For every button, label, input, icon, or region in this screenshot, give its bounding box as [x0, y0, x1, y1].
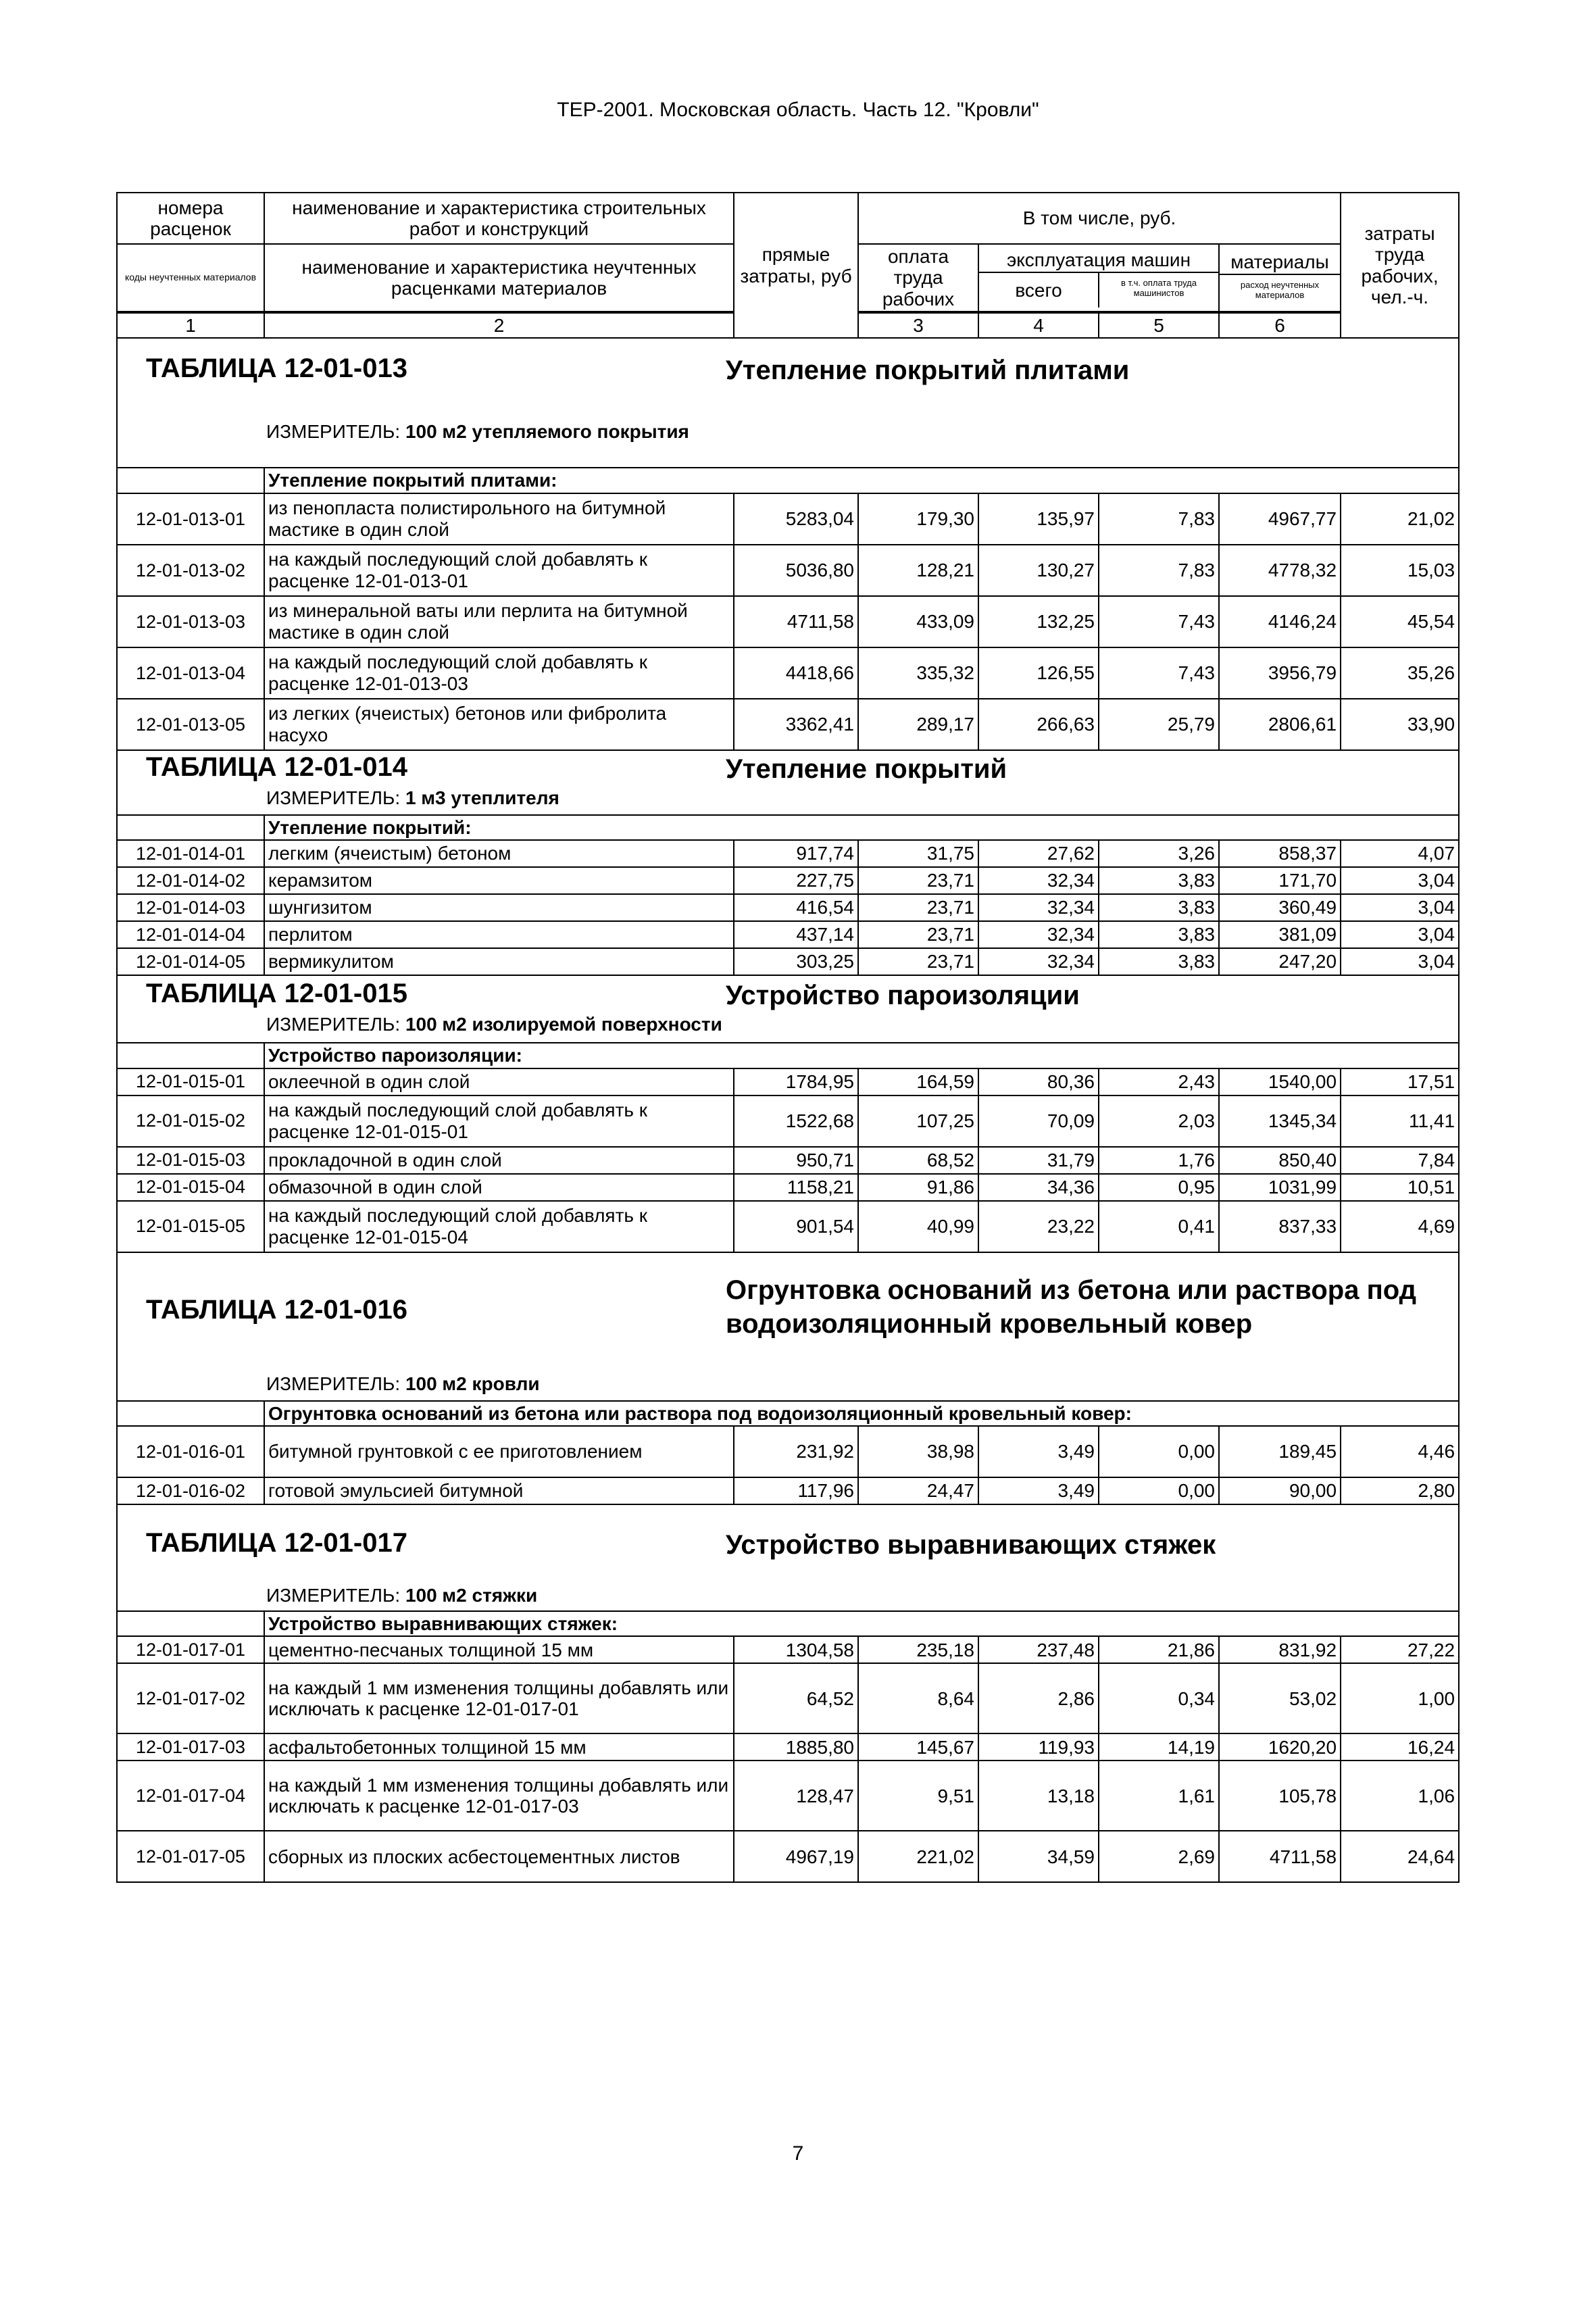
- work-name: на каждый последующий слой добавлять к расценке 12-01-015-04: [264, 1201, 734, 1252]
- machines-total-value: 32,34: [978, 894, 1099, 921]
- machinists-wages-value: 3,83: [1099, 867, 1219, 894]
- labor-hours-value: 7,84: [1341, 1147, 1459, 1174]
- labor-hours-value: 27,22: [1341, 1636, 1459, 1663]
- work-name: на каждый последующий слой добавлять к расценке 12-01-015-01: [264, 1096, 734, 1147]
- measurement-value: 100 м2 стяжки: [405, 1584, 538, 1606]
- table-section-heading: [117, 1504, 1459, 1611]
- machinists-wages-value: 3,83: [1099, 921, 1219, 948]
- machines-total-value: 132,25: [978, 596, 1099, 647]
- materials-value: 105,78: [1219, 1761, 1341, 1831]
- wages-value: 23,71: [858, 921, 978, 948]
- wages-value: 31,75: [858, 840, 978, 867]
- wages-value: 91,86: [858, 1174, 978, 1201]
- work-name: из минеральной ваты или перлита на битумной мастике в один слой: [264, 596, 734, 647]
- direct-costs-value: 4711,58: [734, 596, 858, 647]
- work-name: сборных из плоских асбестоцементных листов: [264, 1831, 734, 1882]
- table-row: [117, 699, 1459, 750]
- wages-value: 68,52: [858, 1147, 978, 1174]
- wages-value: 23,71: [858, 948, 978, 975]
- table-row: [117, 1426, 1459, 1477]
- page-number: 7: [792, 2142, 804, 2165]
- table-section-heading: [117, 1252, 1459, 1401]
- labor-hours-value: 4,46: [1341, 1426, 1459, 1477]
- materials-value: 1620,20: [1219, 1733, 1341, 1761]
- wages-value: 179,30: [858, 493, 978, 545]
- labor-hours-value: 3,04: [1341, 867, 1459, 894]
- wages-value: 335,32: [858, 647, 978, 699]
- work-name: на каждый последующий слой добавлять к расценке 12-01-013-03: [264, 647, 734, 699]
- col-header-unaccounted-materials: расход неучтенных материалов: [1240, 280, 1320, 300]
- table-row: [117, 867, 1459, 894]
- materials-value: 360,49: [1219, 894, 1341, 921]
- rate-code: 12-01-017-02: [117, 1663, 264, 1733]
- wages-value: 8,64: [858, 1663, 978, 1733]
- labor-hours-value: 17,51: [1341, 1068, 1459, 1096]
- table-title: Утепление покрытий: [726, 754, 1007, 784]
- materials-value: 53,02: [1219, 1663, 1341, 1733]
- labor-hours-value: 16,24: [1341, 1733, 1459, 1761]
- rate-code: 12-01-013-03: [117, 596, 264, 647]
- materials-value: 858,37: [1219, 840, 1341, 867]
- machines-total-value: 23,22: [978, 1201, 1099, 1252]
- machines-total-value: 27,62: [978, 840, 1099, 867]
- wages-value: 164,59: [858, 1068, 978, 1096]
- table-row: [117, 1147, 1459, 1174]
- work-name: обмазочной в один слой: [264, 1174, 734, 1201]
- direct-costs-value: 227,75: [734, 867, 858, 894]
- measurement-label: ИЗМЕРИТЕЛЬ:: [266, 1014, 401, 1035]
- table-row: [117, 1096, 1459, 1147]
- table-row: [117, 1733, 1459, 1761]
- col-number: 3: [858, 312, 978, 338]
- measurement-label: ИЗМЕРИТЕЛЬ:: [266, 1373, 401, 1394]
- table-row: [117, 596, 1459, 647]
- col-header-wages: оплата труда рабочих: [858, 244, 978, 312]
- direct-costs-value: 231,92: [734, 1426, 858, 1477]
- labor-hours-value: 3,04: [1341, 921, 1459, 948]
- col-header-materials-block: [1219, 244, 1341, 312]
- machinists-wages-value: 3,83: [1099, 894, 1219, 921]
- table-row: [117, 545, 1459, 596]
- col-number: 1: [117, 312, 264, 338]
- table-section-heading: [117, 750, 1459, 815]
- measurement-unit: [266, 787, 559, 808]
- table-row: [117, 921, 1459, 948]
- group-title: Огрунтовка оснований из бетона или раствора под водоизоляционный кровельный ковер:: [264, 1401, 1459, 1426]
- machinists-wages-value: 14,19: [1099, 1733, 1219, 1761]
- machinists-wages-value: 1,61: [1099, 1761, 1219, 1831]
- direct-costs-value: 1784,95: [734, 1068, 858, 1096]
- group-row-code-cell: [117, 1401, 264, 1426]
- machinists-wages-value: 7,83: [1099, 545, 1219, 596]
- machinists-wages-value: 7,43: [1099, 596, 1219, 647]
- machines-total-value: 13,18: [978, 1761, 1099, 1831]
- col-header-name: наименование и характеристика строительных работ и конструкций: [264, 193, 734, 244]
- rate-code: 12-01-015-04: [117, 1174, 264, 1201]
- machinists-wages-value: 1,76: [1099, 1147, 1219, 1174]
- machines-total-value: 32,34: [978, 867, 1099, 894]
- machines-total-value: 34,36: [978, 1174, 1099, 1201]
- direct-costs-value: 1304,58: [734, 1636, 858, 1663]
- col-header-machines-block: [978, 244, 1219, 312]
- materials-value: 1345,34: [1219, 1096, 1341, 1147]
- table-row: [117, 1477, 1459, 1504]
- work-name: из легких (ячеистых) бетонов или фибролита насухо: [264, 699, 734, 750]
- rate-code: 12-01-014-04: [117, 921, 264, 948]
- work-name: на каждый последующий слой добавлять к расценке 12-01-013-01: [264, 545, 734, 596]
- measurement-unit: [266, 1014, 722, 1035]
- table-title: Утепление покрытий плитами: [726, 355, 1130, 386]
- machines-total-value: 3,49: [978, 1477, 1099, 1504]
- work-name: шунгизитом: [264, 894, 734, 921]
- work-name: прокладочной в один слой: [264, 1147, 734, 1174]
- materials-value: 850,40: [1219, 1147, 1341, 1174]
- rate-code: 12-01-015-01: [117, 1068, 264, 1096]
- machinists-wages-value: 2,69: [1099, 1831, 1219, 1882]
- col-number: 4: [978, 312, 1099, 338]
- table-title: Устройство выравнивающих стяжек: [726, 1529, 1216, 1560]
- measurement-value: 1 м3 утеплителя: [405, 787, 559, 808]
- measurement-unit: [266, 421, 689, 442]
- work-name: битумной грунтовкой с ее приготовлением: [264, 1426, 734, 1477]
- direct-costs-value: 1158,21: [734, 1174, 858, 1201]
- machinists-wages-value: 0,34: [1099, 1663, 1219, 1733]
- direct-costs-value: 1885,80: [734, 1733, 858, 1761]
- labor-hours-value: 45,54: [1341, 596, 1459, 647]
- labor-hours-value: 35,26: [1341, 647, 1459, 699]
- materials-value: 1540,00: [1219, 1068, 1341, 1096]
- table-number: ТАБЛИЦА 12-01-013: [146, 353, 407, 384]
- col-header-materials: материалы: [1220, 250, 1340, 275]
- direct-costs-value: 5283,04: [734, 493, 858, 545]
- machinists-wages-value: 2,43: [1099, 1068, 1219, 1096]
- direct-costs-value: 416,54: [734, 894, 858, 921]
- work-name: перлитом: [264, 921, 734, 948]
- materials-value: 247,20: [1219, 948, 1341, 975]
- wages-value: 145,67: [858, 1733, 978, 1761]
- group-title: Утепление покрытий плитами:: [264, 468, 1459, 493]
- direct-costs-value: 1522,68: [734, 1096, 858, 1147]
- group-title: Утепление покрытий:: [264, 815, 1459, 840]
- machinists-wages-value: 0,41: [1099, 1201, 1219, 1252]
- rates-table: [116, 192, 1460, 1883]
- machines-total-value: 130,27: [978, 545, 1099, 596]
- materials-value: 381,09: [1219, 921, 1341, 948]
- group-title: Устройство выравнивающих стяжек:: [264, 1611, 1459, 1636]
- direct-costs-value: 64,52: [734, 1663, 858, 1733]
- machines-total-value: 237,48: [978, 1636, 1099, 1663]
- machines-total-value: 3,49: [978, 1426, 1099, 1477]
- rate-code: 12-01-015-05: [117, 1201, 264, 1252]
- rate-code: 12-01-017-05: [117, 1831, 264, 1882]
- table-number: ТАБЛИЦА 12-01-014: [146, 752, 407, 782]
- machinists-wages-value: 21,86: [1099, 1636, 1219, 1663]
- rate-code: 12-01-013-01: [117, 493, 264, 545]
- col-number: 2: [264, 312, 734, 338]
- rate-code: 12-01-013-02: [117, 545, 264, 596]
- col-header-including: В том числе, руб.: [858, 193, 1341, 244]
- direct-costs-value: 917,74: [734, 840, 858, 867]
- col-header-code: номера расценок: [117, 193, 264, 244]
- work-name: готовой эмульсией битумной: [264, 1477, 734, 1504]
- wages-value: 24,47: [858, 1477, 978, 1504]
- labor-hours-value: 4,07: [1341, 840, 1459, 867]
- labor-hours-value: 10,51: [1341, 1174, 1459, 1201]
- work-name: на каждый 1 мм изменения толщины добавлять или исключать к расценке 12-01-017-03: [264, 1761, 734, 1831]
- work-name: на каждый 1 мм изменения толщины добавлять или исключать к расценке 12-01-017-01: [264, 1663, 734, 1733]
- table-row: [117, 647, 1459, 699]
- table-section-heading: [117, 975, 1459, 1043]
- wages-value: 221,02: [858, 1831, 978, 1882]
- machinists-wages-value: 0,00: [1099, 1426, 1219, 1477]
- wages-value: 107,25: [858, 1096, 978, 1147]
- rate-code: 12-01-016-01: [117, 1426, 264, 1477]
- table-row: [117, 1174, 1459, 1201]
- materials-value: 90,00: [1219, 1477, 1341, 1504]
- group-row: [117, 1043, 1459, 1068]
- labor-hours-value: 4,69: [1341, 1201, 1459, 1252]
- machines-total-value: 80,36: [978, 1068, 1099, 1096]
- labor-hours-value: 33,90: [1341, 699, 1459, 750]
- materials-value: 837,33: [1219, 1201, 1341, 1252]
- col-number: 6: [1219, 312, 1341, 338]
- measurement-unit: [266, 1373, 540, 1394]
- machines-total-value: 266,63: [978, 699, 1099, 750]
- machinists-wages-value: 25,79: [1099, 699, 1219, 750]
- machines-total-value: 32,34: [978, 921, 1099, 948]
- col-header-labor: затраты труда рабочих, чел.-ч.: [1341, 193, 1459, 338]
- machines-total-value: 32,34: [978, 948, 1099, 975]
- rate-code: 12-01-013-05: [117, 699, 264, 750]
- materials-value: 3956,79: [1219, 647, 1341, 699]
- rate-code: 12-01-014-03: [117, 894, 264, 921]
- machines-total-value: 34,59: [978, 1831, 1099, 1882]
- measurement-label: ИЗМЕРИТЕЛЬ:: [266, 1584, 401, 1606]
- group-row: [117, 815, 1459, 840]
- rate-code: 12-01-016-02: [117, 1477, 264, 1504]
- direct-costs-value: 4418,66: [734, 647, 858, 699]
- machinists-wages-value: 0,00: [1099, 1477, 1219, 1504]
- rate-code: 12-01-015-02: [117, 1096, 264, 1147]
- materials-value: 831,92: [1219, 1636, 1341, 1663]
- group-row-code-cell: [117, 1043, 264, 1068]
- labor-hours-value: 24,64: [1341, 1831, 1459, 1882]
- table-title: Устройство пароизоляции: [726, 981, 1080, 1011]
- group-row: [117, 1611, 1459, 1636]
- table-section-heading: [117, 338, 1459, 468]
- col-header-material-names: наименование и характеристика неучтенных расценками материалов: [264, 244, 734, 312]
- table-number: ТАБЛИЦА 12-01-015: [146, 979, 407, 1009]
- group-row: [117, 1401, 1459, 1426]
- work-name: оклеечной в один слой: [264, 1068, 734, 1096]
- wages-value: 23,71: [858, 894, 978, 921]
- direct-costs-value: 128,47: [734, 1761, 858, 1831]
- labor-hours-value: 1,00: [1341, 1663, 1459, 1733]
- table-row: [117, 1636, 1459, 1663]
- machines-total-value: 70,09: [978, 1096, 1099, 1147]
- direct-costs-value: 5036,80: [734, 545, 858, 596]
- rate-code: 12-01-015-03: [117, 1147, 264, 1174]
- measurement-label: ИЗМЕРИТЕЛЬ:: [266, 787, 401, 808]
- measurement-unit: [266, 1585, 537, 1606]
- direct-costs-value: 437,14: [734, 921, 858, 948]
- rate-code: 12-01-017-04: [117, 1761, 264, 1831]
- table-number: ТАБЛИЦА 12-01-016: [146, 1294, 407, 1325]
- direct-costs-value: 4967,19: [734, 1831, 858, 1882]
- table-row: [117, 894, 1459, 921]
- labor-hours-value: 15,03: [1341, 545, 1459, 596]
- group-row-code-cell: [117, 468, 264, 493]
- labor-hours-value: 3,04: [1341, 894, 1459, 921]
- labor-hours-value: 3,04: [1341, 948, 1459, 975]
- table-number: ТАБЛИЦА 12-01-017: [146, 1527, 407, 1558]
- col-number: 5: [1099, 312, 1219, 338]
- col-header-direct-costs: прямые затраты, руб: [734, 193, 858, 338]
- page-header: ТЕР-2001. Московская область. Часть 12. "Кровли": [557, 99, 1039, 121]
- table-row: [117, 1831, 1459, 1882]
- measurement-value: 100 м2 утепляемого покрытия: [405, 421, 689, 443]
- machines-total-value: 126,55: [978, 647, 1099, 699]
- wages-value: 23,71: [858, 867, 978, 894]
- rate-code: 12-01-013-04: [117, 647, 264, 699]
- wages-value: 128,21: [858, 545, 978, 596]
- materials-value: 4711,58: [1219, 1831, 1341, 1882]
- machines-total-value: 31,79: [978, 1147, 1099, 1174]
- group-title: Устройство пароизоляции:: [264, 1043, 1459, 1068]
- work-name: керамзитом: [264, 867, 734, 894]
- wages-value: 9,51: [858, 1761, 978, 1831]
- measurement-label: ИЗМЕРИТЕЛЬ:: [266, 421, 401, 443]
- wages-value: 38,98: [858, 1426, 978, 1477]
- work-name: вермикулитом: [264, 948, 734, 975]
- machinists-wages-value: 7,43: [1099, 647, 1219, 699]
- materials-value: 1031,99: [1219, 1174, 1341, 1201]
- machines-total-value: 135,97: [978, 493, 1099, 545]
- wages-value: 433,09: [858, 596, 978, 647]
- labor-hours-value: 11,41: [1341, 1096, 1459, 1147]
- group-row: [117, 468, 1459, 493]
- rate-code: 12-01-017-01: [117, 1636, 264, 1663]
- labor-hours-value: 1,06: [1341, 1761, 1459, 1831]
- col-header-machinists-wages: в т.ч. оплата труда машинистов: [1120, 278, 1197, 298]
- machinists-wages-value: 3,83: [1099, 948, 1219, 975]
- machinists-wages-value: 7,83: [1099, 493, 1219, 545]
- group-row-code-cell: [117, 1611, 264, 1636]
- direct-costs-value: 117,96: [734, 1477, 858, 1504]
- work-name: цементно-песчаных толщиной 15 мм: [264, 1636, 734, 1663]
- wages-value: 40,99: [858, 1201, 978, 1252]
- wages-value: 289,17: [858, 699, 978, 750]
- group-row-code-cell: [117, 815, 264, 840]
- wages-value: 235,18: [858, 1636, 978, 1663]
- direct-costs-value: 950,71: [734, 1147, 858, 1174]
- machinists-wages-value: 0,95: [1099, 1174, 1219, 1201]
- rate-code: 12-01-014-02: [117, 867, 264, 894]
- col-header-machines-total: всего: [979, 273, 1099, 307]
- measurement-value: 100 м2 кровли: [405, 1373, 540, 1394]
- rate-code: 12-01-014-05: [117, 948, 264, 975]
- table-row: [117, 840, 1459, 867]
- materials-value: 2806,61: [1219, 699, 1341, 750]
- materials-value: 171,70: [1219, 867, 1341, 894]
- direct-costs-value: 3362,41: [734, 699, 858, 750]
- col-header-material-codes: коды неучтенных материалов: [117, 244, 264, 312]
- machinists-wages-value: 2,03: [1099, 1096, 1219, 1147]
- work-name: из пенопласта полистирольного на битумной мастике в один слой: [264, 493, 734, 545]
- table-row: [117, 1068, 1459, 1096]
- materials-value: 189,45: [1219, 1426, 1341, 1477]
- measurement-value: 100 м2 изолируемой поверхности: [405, 1014, 722, 1035]
- direct-costs-value: 303,25: [734, 948, 858, 975]
- table-row: [117, 1761, 1459, 1831]
- work-name: легким (ячеистым) бетоном: [264, 840, 734, 867]
- table-row: [117, 1663, 1459, 1733]
- work-name: асфальтобетонных толщиной 15 мм: [264, 1733, 734, 1761]
- labor-hours-value: 21,02: [1341, 493, 1459, 545]
- machines-total-value: 2,86: [978, 1663, 1099, 1733]
- materials-value: 4778,32: [1219, 545, 1341, 596]
- materials-value: 4146,24: [1219, 596, 1341, 647]
- table-title: Огрунтовка оснований из бетона или раствора под водоизоляционный кровельный ковер: [726, 1275, 1417, 1339]
- machinists-wages-value: 3,26: [1099, 840, 1219, 867]
- col-header-machines: эксплуатация машин: [979, 248, 1218, 273]
- direct-costs-value: 901,54: [734, 1201, 858, 1252]
- labor-hours-value: 2,80: [1341, 1477, 1459, 1504]
- materials-value: 4967,77: [1219, 493, 1341, 545]
- rate-code: 12-01-014-01: [117, 840, 264, 867]
- table-row: [117, 493, 1459, 545]
- machines-total-value: 119,93: [978, 1733, 1099, 1761]
- table-row: [117, 1201, 1459, 1252]
- table-row: [117, 948, 1459, 975]
- rate-code: 12-01-017-03: [117, 1733, 264, 1761]
